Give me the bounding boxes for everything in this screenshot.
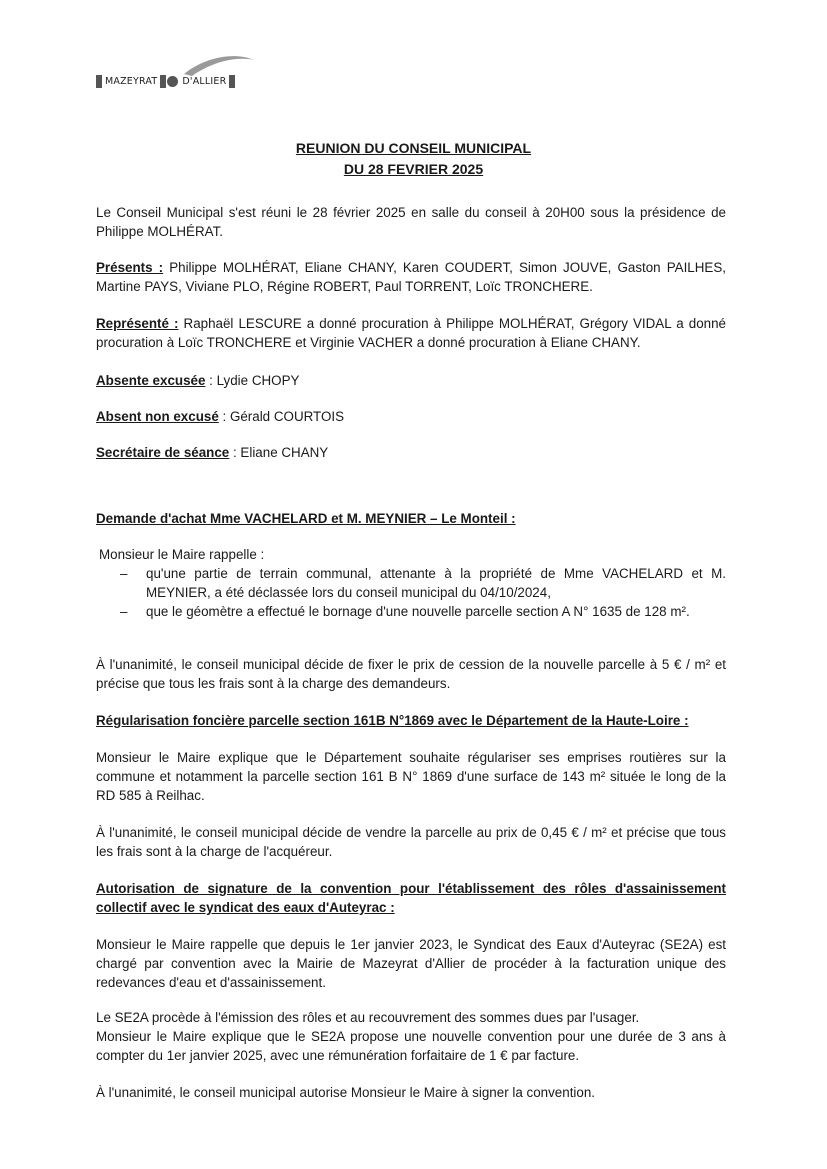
represente-text: Raphaël LESCURE a donné procuration à Philippe MOLHÉRAT, Grégory VIDAL a donné procuration à Loïc TRONCHERE et Virginie VACHER a donné procuration à Eliane CHANY. [96, 316, 726, 350]
document-title-line2: DU 28 FEVRIER 2025 [343, 161, 484, 177]
document-title-line1: REUNION DU CONSEIL MUNICIPAL [295, 140, 532, 156]
section1-lead: Monsieur le Maire rappelle : [99, 547, 265, 562]
section2-text: Monsieur le Maire explique que le Département souhaite régulariser ses emprises routières sur la commune et notamment la parcelle section 161 B N° 1869 d'une surface de 143 m² située le long de la RD 585 à Reilhac. [96, 750, 726, 803]
absente-text: : Lydie CHOPY [205, 373, 300, 388]
logo-bar [96, 75, 251, 88]
secretaire-paragraph [96, 443, 726, 462]
absente-label: Absente excusée [96, 373, 206, 388]
section1-bullet-1: – qu'une partie de terrain communal, attenante à la propriété de Mme VACHELARD et M. MEYNIER, a été déclassée lors du conseil municipal du 04/10/2024, [120, 564, 726, 602]
section2-heading: Régularisation foncière parcelle section 161B N°1869 avec le Département de la Haute-Loire : [96, 713, 689, 728]
section1-bullet-list [120, 564, 726, 621]
presents-text: Philippe MOLHÉRAT, Eliane CHANY, Karen COUDERT, Simon JOUVE, Gaston PAILHES, Martine PAYS, Viviane PLO, Régine ROBERT, Paul TORRENT, Loïc TRONCHERE. [96, 260, 726, 294]
section1-bullet-2: – que le géomètre a effectué le bornage d'une nouvelle parcelle section A N° 1635 de 128 m². [120, 602, 726, 621]
section3-heading: Autorisation de signature de la convention pour l'établissement des rôles d'assainissement collectif avec le syndicat des eaux d'Auteyrac : [96, 881, 726, 915]
section2-decision: À l'unanimité, le conseil municipal décide de vendre la parcelle au prix de 0,45 € / m² et précise que tous les frais sont à la charge de l'acquéreur. [96, 825, 726, 859]
intro-paragraph: Le Conseil Municipal s'est réuni le 28 février 2025 en salle du conseil à 20H00 sous la présidence de Philippe MOLHÉRAT. [96, 205, 726, 239]
secretaire-text: : Eliane CHANY [229, 445, 329, 460]
section3-text2a: Le SE2A procède à l'émission des rôles et au recouvrement des sommes dues par l'usager. [96, 1010, 640, 1025]
absent-label: Absent non excusé [96, 409, 219, 424]
presents-paragraph [96, 258, 726, 296]
secretaire-label: Secrétaire de séance [96, 445, 230, 460]
section1-heading: Demande d'achat Mme VACHELARD et M. MEYNIER – Le Monteil : [96, 511, 516, 526]
presents-label: Présents : [96, 260, 164, 275]
logo-right-block [229, 75, 235, 88]
absent-paragraph [96, 407, 726, 426]
section3-text2b: Monsieur le Maire explique que le SE2A propose une nouvelle convention pour une durée de 3 ans à compter du 1er janvier 2025, avec une rémunération forfaitaire de 1 € par facture. [96, 1029, 726, 1063]
logo-mid-block [160, 75, 166, 88]
represente-label: Représenté : [96, 316, 179, 331]
logo-left-text: MAZEYRAT [105, 76, 158, 87]
section3-decision: À l'unanimité, le conseil municipal autorise Monsieur le Maire à signer la convention. [96, 1085, 596, 1100]
section3-text1: Monsieur le Maire rappelle que depuis le 1er janvier 2023, le Syndicat des Eaux d'Auteyrac (SE2A) est chargé par convention avec la Mairie de Mazeyrat d'Allier de procéder à la facturation unique des redevances d'eau et d'assainissement. [96, 937, 726, 990]
logo-dot-icon [167, 76, 178, 87]
logo-right-text: D'ALLIER [182, 76, 227, 87]
absent-text: : Gérald COURTOIS [218, 409, 345, 424]
absente-paragraph [96, 371, 726, 390]
represente-paragraph [96, 314, 726, 352]
section1-decision: À l'unanimité, le conseil municipal décide de fixer le prix de cession de la nouvelle parcelle à 5 € / m² et précise que tous les frais sont à la charge des demandeurs. [96, 657, 726, 691]
mairie-logo [96, 50, 256, 100]
